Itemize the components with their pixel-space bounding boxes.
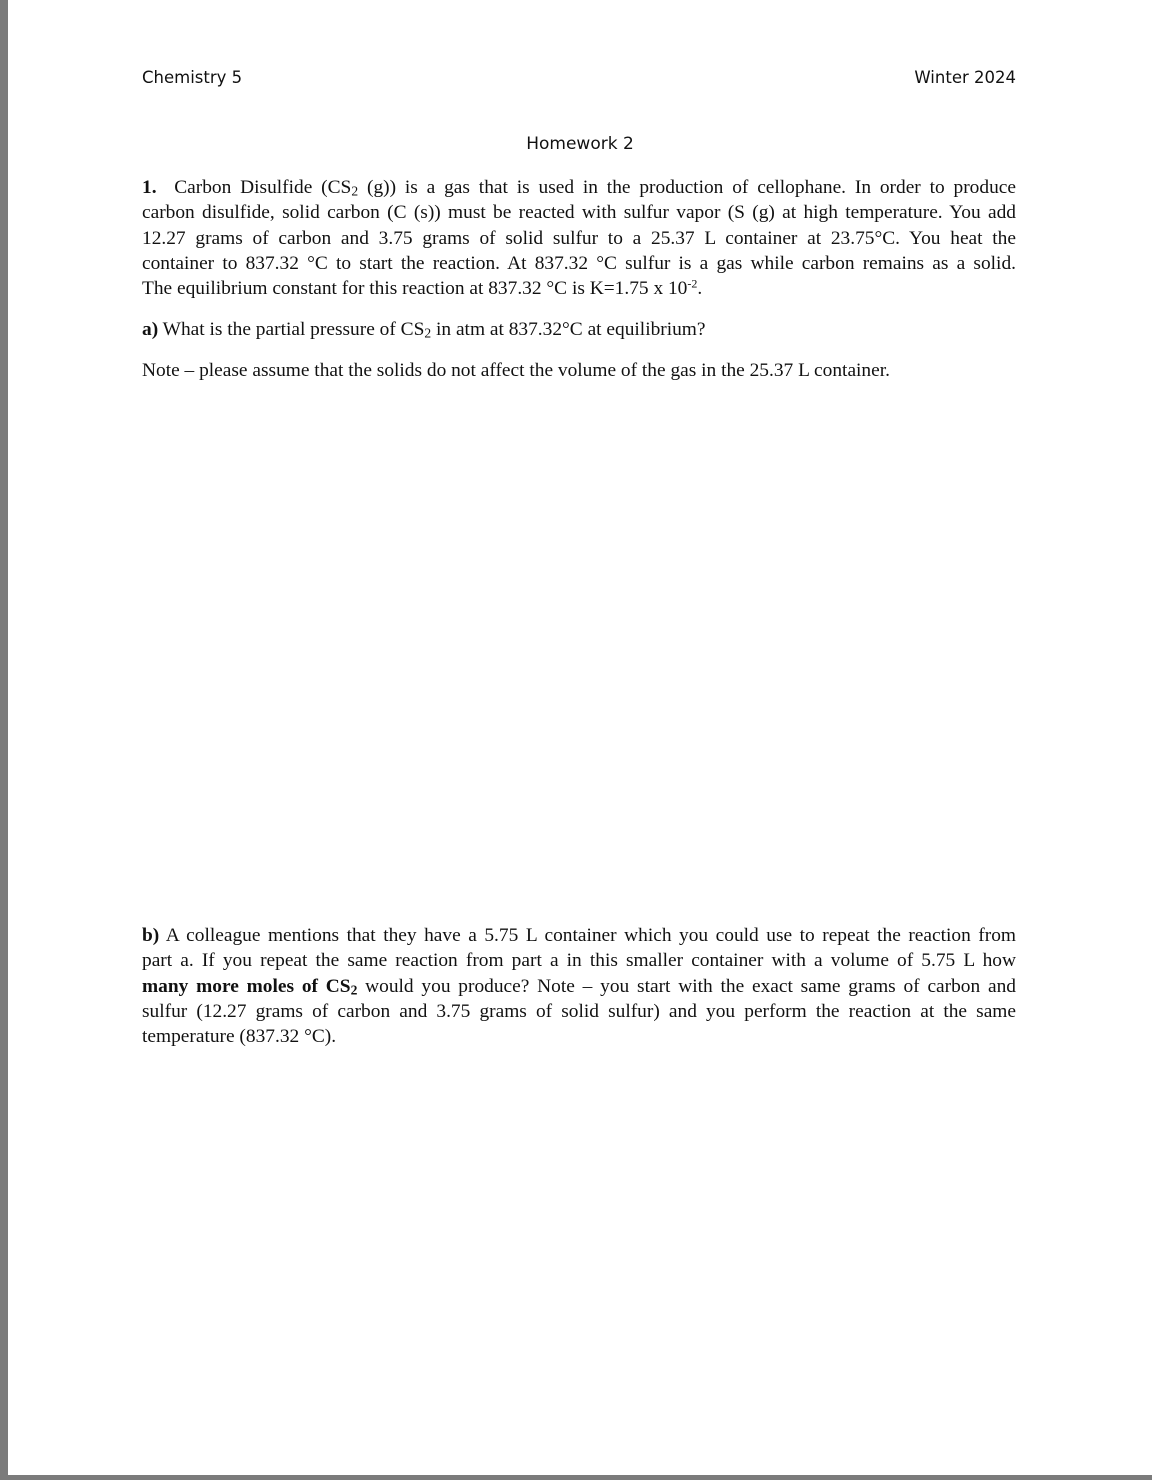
q1-line-5: The equilibrium constant for this reaction at 837.32 °C is K=1.75 x $10^{-2}$. xyxy=(142,276,703,300)
b-line-5: temperature (837.32 °C). xyxy=(142,1026,337,1048)
q1-line-2: carbon disulfide, solid carbon (C (s)) must be reacted with sulfur vapor (S (g) at high temperature. You add xyxy=(142,202,1016,224)
q1-line-4: container to 837.32 °C to start the reaction. At 837.32 °C sulfur is a gas while carbon remains as a solid. xyxy=(142,252,1016,274)
question-number: 1. xyxy=(142,177,157,198)
question-1 xyxy=(142,175,1016,301)
b-line-1: b) A colleague mentions that they have a 5.75 L container which you could use to repeat the reaction from xyxy=(142,925,1016,946)
term-label: Winter 2024 xyxy=(914,68,1016,87)
b-line-2: part a. If you repeat the same reaction from part a in this smaller container with a volume of 5.75 L how xyxy=(142,950,1016,972)
part-a-note: Note – please assume that the solids do not affect the volume of the gas in the 25.37 L container. xyxy=(142,360,890,381)
page-title: Homework 2 xyxy=(526,134,634,154)
part-b-question xyxy=(142,923,1016,1049)
b-line-4: sulfur (12.27 grams of carbon and 3.75 grams of solid sulfur) and you perform the reaction at the same xyxy=(142,1000,1016,1022)
q1-line-3: 12.27 grams of carbon and 3.75 grams of solid sulfur to a 25.37 L container at 23.75°C. You heat the xyxy=(142,227,1016,249)
course-name: Chemistry 5 xyxy=(142,68,243,87)
part-a-label: a) xyxy=(142,319,159,340)
part-a-question: a) What is the partial pressure of $CS_2$ in atm at 837.32°C at equilibrium? xyxy=(142,319,706,341)
b-line-3: many more moles of $CS_2$ would you produce? Note – you start with the exact same grams of carbon and xyxy=(142,975,1016,998)
document-page xyxy=(8,0,1152,1475)
q1-line-1: 1. Carbon Disulfide ($CS_2$ (g)) is a gas that is used in the production of cellophane. In order to produce xyxy=(142,177,1016,199)
part-b-label: b) xyxy=(142,925,160,946)
emphasis-text: many more moles of $CS_2$ xyxy=(142,975,358,998)
